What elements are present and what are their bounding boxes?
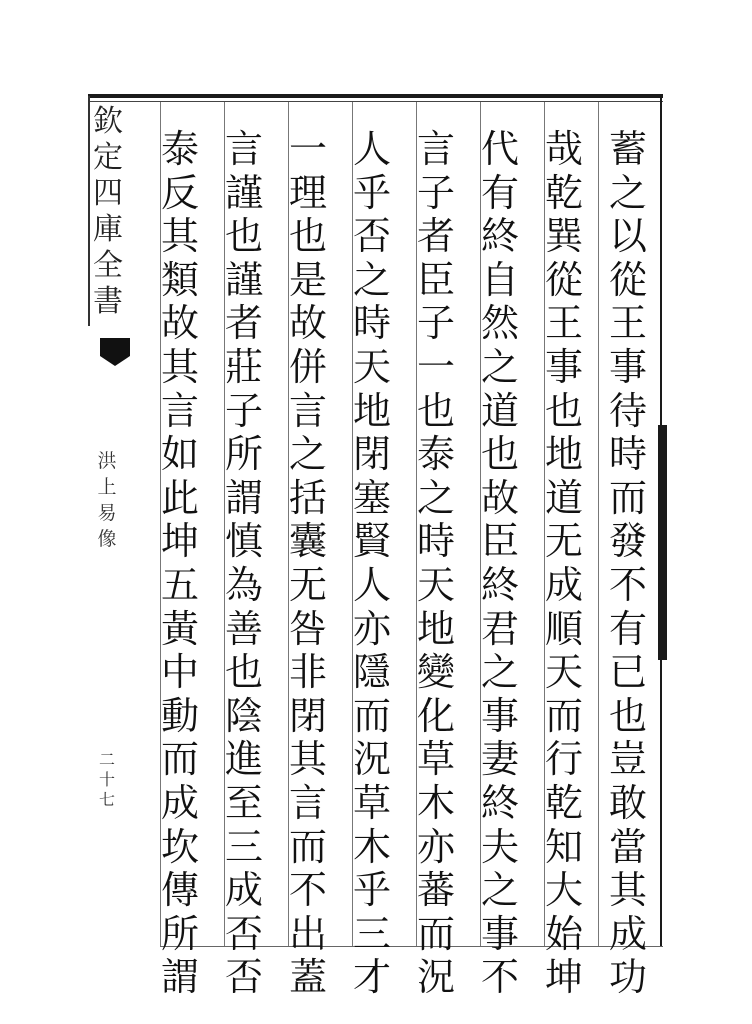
character: 知 (544, 824, 583, 869)
character: 善 (224, 606, 263, 651)
character: 之 (352, 257, 391, 302)
text-column-7 (216, 128, 272, 1000)
character: 事 (480, 911, 519, 956)
character: 也 (288, 214, 327, 259)
character: 傳 (160, 868, 199, 913)
character: 者 (224, 301, 263, 346)
character: 君 (480, 606, 519, 651)
text-column-3 (472, 128, 528, 1000)
character: 故 (288, 301, 327, 346)
character: 之 (288, 432, 327, 477)
text-column-1 (600, 128, 656, 1000)
character: 隱 (352, 650, 391, 695)
character: 地 (352, 388, 391, 433)
character: 地 (544, 432, 583, 477)
character: 地 (416, 606, 455, 651)
character: 木 (352, 824, 391, 869)
character: 所 (160, 911, 199, 956)
character: 之 (480, 868, 519, 913)
character: 木 (416, 780, 455, 825)
character: 閉 (352, 432, 391, 477)
character: 終 (480, 562, 519, 607)
character: 道 (480, 388, 519, 433)
character: 陰 (224, 693, 263, 738)
character: 有 (608, 606, 647, 651)
character: 功 (608, 955, 647, 1000)
character: 所 (224, 432, 263, 477)
character: 變 (416, 650, 455, 695)
character: 巽 (544, 214, 583, 259)
fishtail-mark (100, 336, 130, 376)
character: 而 (352, 693, 391, 738)
character: 而 (416, 911, 455, 956)
character: 言 (416, 127, 455, 171)
character: 而 (608, 475, 647, 520)
character: 十 (98, 770, 115, 789)
character: 亦 (416, 824, 455, 869)
character: 事 (480, 693, 519, 738)
character: 出 (288, 911, 327, 956)
character: 也 (224, 214, 263, 259)
character: 也 (480, 432, 519, 477)
character: 否 (224, 955, 263, 1000)
character: 從 (544, 257, 583, 302)
character: 臣 (480, 519, 519, 564)
right-edge-mark (658, 425, 667, 660)
character: 已 (608, 650, 647, 695)
character: 終 (480, 214, 519, 259)
text-column-5 (344, 128, 400, 1000)
character: 不 (288, 868, 327, 913)
margin-title (88, 104, 128, 320)
character: 順 (544, 606, 583, 651)
character: 賢 (352, 519, 391, 564)
character: 囊 (288, 519, 327, 564)
character: 不 (480, 955, 519, 1000)
character: 上 (97, 476, 117, 498)
character: 括 (288, 475, 327, 520)
character: 一 (416, 344, 455, 389)
character: 七 (98, 790, 115, 809)
character: 乾 (544, 780, 583, 825)
character: 時 (416, 519, 455, 564)
character: 之 (480, 344, 519, 389)
character: 當 (608, 824, 647, 869)
character: 時 (608, 432, 647, 477)
character: 蓋 (288, 955, 327, 1000)
character: 有 (480, 170, 519, 215)
character: 自 (480, 257, 519, 302)
character: 慎 (224, 519, 263, 564)
text-column-6 (280, 128, 336, 1000)
character: 之 (416, 475, 455, 520)
character: 子 (416, 170, 455, 215)
character: 成 (608, 911, 647, 956)
character: 言 (288, 388, 327, 433)
character: 坎 (160, 824, 199, 869)
character: 之 (608, 170, 647, 215)
character: 其 (608, 868, 647, 913)
character: 全 (93, 248, 123, 283)
character: 中 (160, 650, 199, 695)
column-divider (598, 102, 599, 946)
character: 謹 (224, 170, 263, 215)
character: 始 (544, 911, 583, 956)
character: 臣 (416, 257, 455, 302)
character: 如 (160, 432, 199, 477)
character: 而 (160, 737, 199, 782)
character: 蓄 (608, 127, 647, 171)
character: 三 (224, 824, 263, 869)
character: 也 (224, 650, 263, 695)
character: 王 (544, 301, 583, 346)
character: 蕃 (416, 868, 455, 913)
character: 乾 (544, 170, 583, 215)
top-border-inner (88, 101, 663, 102)
character: 大 (544, 868, 583, 913)
character: 待 (608, 388, 647, 433)
character: 咎 (288, 606, 327, 651)
character: 其 (288, 737, 327, 782)
character: 夫 (480, 824, 519, 869)
character: 也 (416, 388, 455, 433)
character: 王 (608, 301, 647, 346)
character: 是 (288, 257, 327, 302)
character: 事 (544, 344, 583, 389)
character: 易 (97, 502, 117, 524)
character: 而 (288, 824, 327, 869)
character: 謹 (224, 257, 263, 302)
character: 謂 (224, 475, 263, 520)
character: 事 (608, 344, 647, 389)
margin-book-title (92, 448, 122, 552)
margin-page-number (92, 750, 122, 810)
character: 才 (352, 955, 391, 1000)
character: 謂 (160, 955, 199, 1000)
character: 言 (160, 388, 199, 433)
text-column-2 (536, 128, 592, 1000)
character: 不 (608, 562, 647, 607)
character: 為 (224, 562, 263, 607)
character: 豈 (608, 737, 647, 782)
character: 定 (93, 140, 123, 175)
character: 五 (160, 562, 199, 607)
character: 成 (544, 562, 583, 607)
text-column-4 (408, 128, 464, 1000)
character: 妻 (480, 737, 519, 782)
character: 言 (224, 127, 263, 171)
character: 況 (352, 737, 391, 782)
character: 理 (288, 170, 327, 215)
character: 代 (480, 127, 519, 171)
character: 非 (288, 650, 327, 695)
character: 无 (544, 519, 583, 564)
character: 天 (544, 650, 583, 695)
character: 之 (480, 650, 519, 695)
character: 行 (544, 737, 583, 782)
character: 書 (93, 284, 123, 319)
text-column-8 (152, 128, 208, 1000)
character: 四 (93, 176, 123, 211)
character: 泰 (160, 127, 199, 171)
character: 者 (416, 214, 455, 259)
character: 道 (544, 475, 583, 520)
character: 從 (608, 257, 647, 302)
character: 无 (288, 562, 327, 607)
character: 天 (416, 562, 455, 607)
character: 泰 (416, 432, 455, 477)
character: 也 (608, 693, 647, 738)
character: 至 (224, 780, 263, 825)
character: 時 (352, 301, 391, 346)
character: 成 (160, 780, 199, 825)
character: 否 (352, 214, 391, 259)
character: 黃 (160, 606, 199, 651)
character: 成 (224, 868, 263, 913)
character: 子 (224, 388, 263, 433)
character: 坤 (544, 955, 583, 1000)
character: 天 (352, 344, 391, 389)
character: 亦 (352, 606, 391, 651)
character: 況 (416, 955, 455, 1000)
character: 閉 (288, 693, 327, 738)
character: 草 (416, 737, 455, 782)
character: 敢 (608, 780, 647, 825)
character: 草 (352, 780, 391, 825)
character: 否 (224, 911, 263, 956)
character: 然 (480, 301, 519, 346)
character: 此 (160, 475, 199, 520)
character: 二 (98, 750, 115, 769)
character: 而 (544, 693, 583, 738)
character: 坤 (160, 519, 199, 564)
character: 欽 (93, 104, 123, 139)
character: 其 (160, 214, 199, 259)
character: 庫 (93, 212, 123, 247)
character: 其 (160, 344, 199, 389)
character: 哉 (544, 127, 583, 171)
top-border (88, 94, 663, 98)
character: 乎 (352, 868, 391, 913)
character: 三 (352, 911, 391, 956)
character: 塞 (352, 475, 391, 520)
character: 故 (480, 475, 519, 520)
character: 化 (416, 693, 455, 738)
character: 故 (160, 301, 199, 346)
character: 類 (160, 257, 199, 302)
character: 乎 (352, 170, 391, 215)
character: 以 (608, 214, 647, 259)
character: 動 (160, 693, 199, 738)
character: 莊 (224, 344, 263, 389)
character: 子 (416, 301, 455, 346)
character: 進 (224, 737, 263, 782)
character: 言 (288, 780, 327, 825)
character: 終 (480, 780, 519, 825)
character: 反 (160, 170, 199, 215)
character: 洪 (97, 450, 117, 472)
character: 像 (97, 528, 117, 550)
character: 一 (288, 127, 327, 171)
character: 發 (608, 519, 647, 564)
character: 人 (352, 127, 391, 171)
character: 也 (544, 388, 583, 433)
character: 人 (352, 562, 391, 607)
character: 併 (288, 344, 327, 389)
